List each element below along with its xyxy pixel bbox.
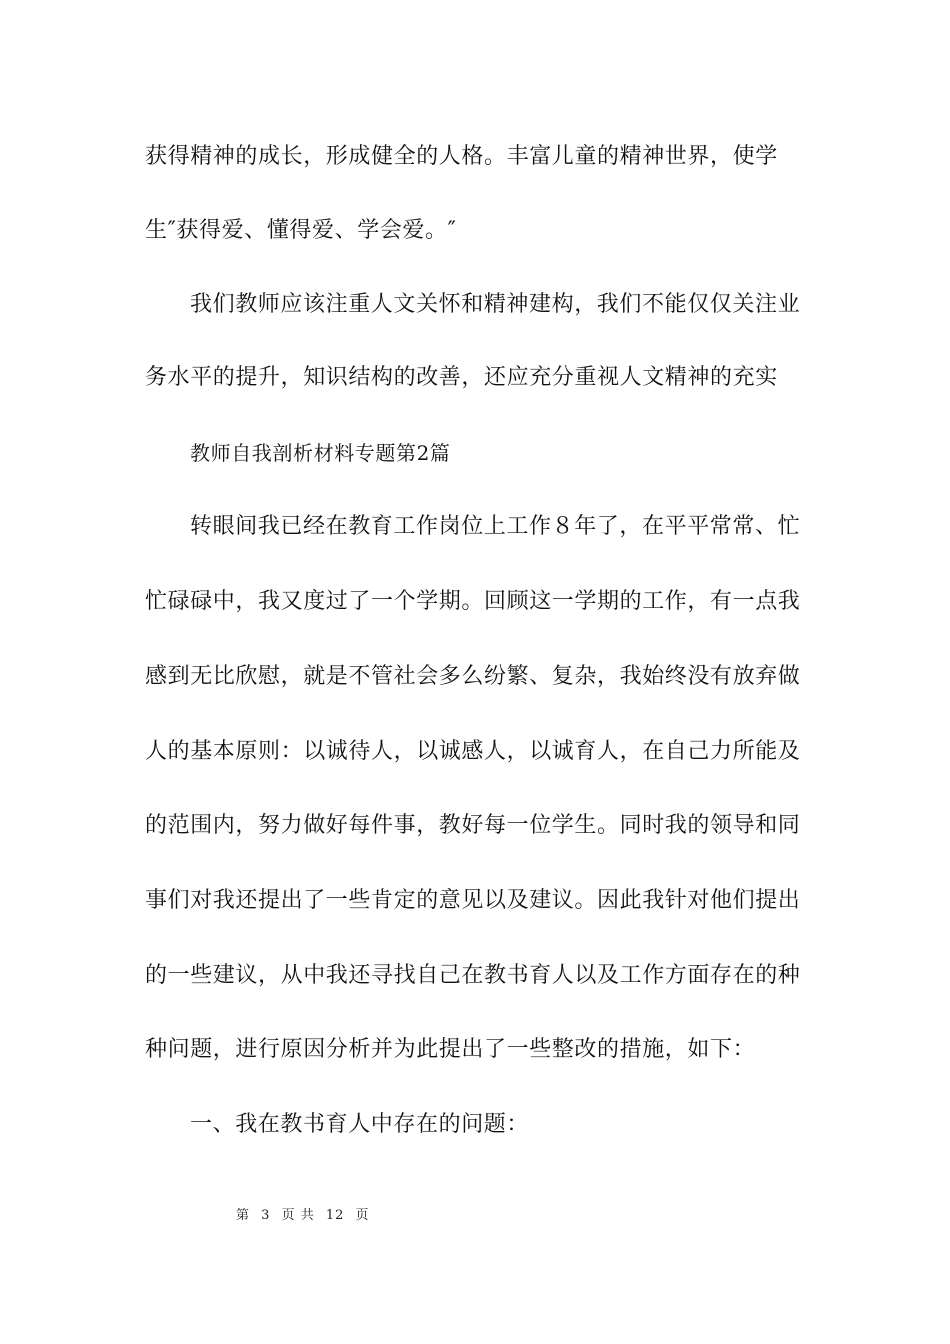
paragraph-line: 我们教师应该注重人文关怀和精神建构，我们不能仅仅关注业 <box>190 292 801 317</box>
paragraph-line: 种问题，进行原因分析并为此提出了一些整改的措施，如下： <box>145 1037 756 1062</box>
footer-prefix: 第 <box>236 1208 251 1223</box>
page-footer <box>0 1207 950 1225</box>
footer-middle: 页 共 <box>281 1208 315 1223</box>
paragraph-line: 人的基本原则：以诚待人，以诚感人，以诚育人，在自己力所能及 <box>145 739 801 764</box>
paragraph-line: 务水平的提升，知识结构的改善，还应充分重视人文精神的充实 <box>145 365 778 390</box>
footer-suffix: 页 <box>355 1208 370 1223</box>
paragraph-line: 忙碌碌中，我又度过了一个学期。回顾这一学期的工作，有一点我 <box>145 589 801 614</box>
footer-page-number: 3 <box>261 1208 271 1223</box>
paragraph-line: 生″获得爱、懂得爱、学会爱。″ <box>145 218 457 243</box>
section-heading: 教师自我剖析材料专题第2篇 <box>190 441 451 465</box>
footer-total-pages: 12 <box>325 1208 345 1223</box>
paragraph-line: 事们对我还提出了一些肯定的意见以及建议。因此我针对他们提出 <box>145 888 801 913</box>
paragraph-line: 的范围内，努力做好每件事，教好每一位学生。同时我的领导和同 <box>145 813 801 838</box>
paragraph-line: 感到无比欣慰，就是不管社会多么纷繁、复杂，我始终没有放弃做 <box>145 664 801 689</box>
paragraph-line: 的一些建议，从中我还寻找自己在教书育人以及工作方面存在的种 <box>145 963 801 988</box>
paragraph-line: 转眼间我已经在教育工作岗位上工作８年了，在平平常常、忙 <box>190 514 801 539</box>
paragraph-line: 一、我在教书育人中存在的问题： <box>190 1112 530 1137</box>
paragraph-line: 获得精神的成长，形成健全的人格。丰富儿童的精神世界，使学 <box>145 144 778 169</box>
